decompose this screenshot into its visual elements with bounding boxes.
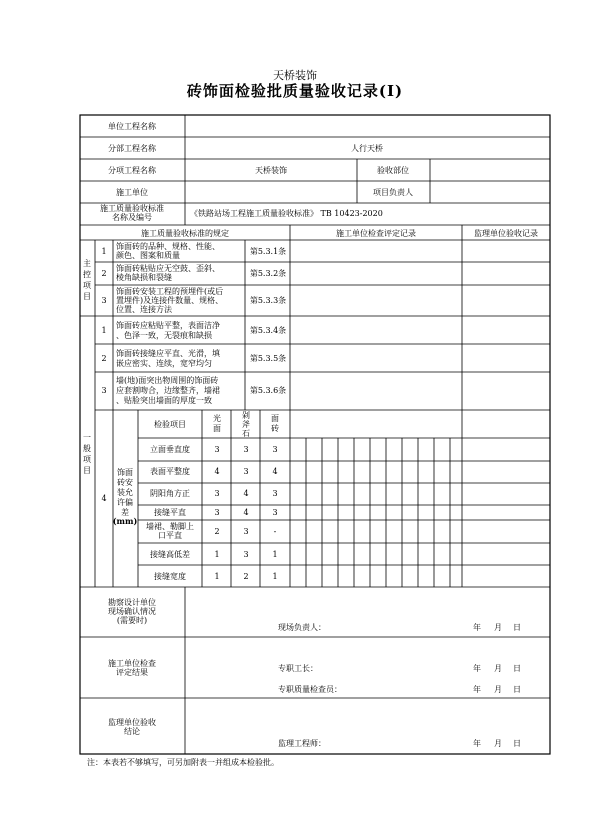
- standard-label-2: 名称及编号: [112, 213, 152, 222]
- construction-result-label-2: 评定结果: [116, 668, 148, 677]
- row-6-name: 接缝高低差: [150, 550, 190, 559]
- col-head-2a: 剁: [242, 411, 250, 420]
- main-item-1-clause: 第5.3.1条: [249, 247, 287, 256]
- general-item-3-clause: 第5.3.6条: [249, 386, 287, 395]
- main-items-label: 主控项目: [83, 259, 91, 301]
- date-month-4: 月: [494, 739, 502, 748]
- unit-project-label: 单位工程名称: [108, 122, 156, 131]
- general-item-1-clause: 第5.3.4条: [249, 326, 287, 335]
- standard-value: 《铁路站场工程施工质量验收标准》 TB 10423-2020: [190, 209, 383, 218]
- main-item-1-no: 1: [101, 247, 107, 256]
- row-5-name2: 口平直: [158, 531, 182, 540]
- col-head-2b: 斧: [242, 420, 250, 429]
- date-year-3: 年: [473, 685, 481, 694]
- main-item-3-no: 3: [101, 296, 107, 305]
- general-item-2-no: 2: [101, 354, 107, 363]
- qc-label: 专职质量检查员：: [278, 685, 342, 694]
- item4-label-2: 砖安: [117, 478, 133, 487]
- row-3-v1: 3: [214, 489, 220, 498]
- row-7-v1: 1: [214, 572, 220, 581]
- item4-label-4: 许偏: [117, 498, 133, 507]
- general-item-3-text: 墙(地)面突出物周围的饰面砖: [116, 376, 219, 385]
- general-item-2-clause: 第5.3.5条: [249, 354, 287, 363]
- main-item-1-text: 饰面砖的品种、规格、性能、: [116, 242, 220, 251]
- item4-label-5: 差: [121, 508, 129, 517]
- footnote: 注：本表若不够填写，可另加附表一并组成本检验批。: [87, 758, 279, 767]
- row-1-v1: 3: [214, 445, 220, 454]
- location-label: 验收部位: [377, 166, 409, 175]
- general-item-1-text2: 、色泽一致，无裂痕和缺损: [116, 331, 212, 340]
- row-3-v2: 4: [243, 489, 249, 498]
- general-item-4-no: 4: [101, 494, 107, 503]
- date-year-2: 年: [473, 664, 481, 673]
- page-title: 砖饰面检验批质量验收记录(Ⅰ): [186, 82, 404, 100]
- general-item-1-no: 1: [101, 326, 107, 335]
- item4-label-1: 饰面: [117, 468, 133, 477]
- supervision-label-2: 结论: [124, 727, 140, 736]
- construction-check-header: 施工单位检查评定记录: [336, 229, 416, 238]
- item-project-label: 分项工程名称: [108, 166, 156, 175]
- col-head-3a: 面: [271, 414, 279, 423]
- row-7-v2: 2: [243, 572, 249, 581]
- col-head-1b: 面: [213, 424, 221, 433]
- date-month-1: 月: [494, 623, 502, 632]
- site-leader-label: 现场负责人：: [278, 623, 326, 632]
- design-label-3: (需要时): [116, 616, 148, 625]
- general-item-3-no: 3: [101, 386, 107, 395]
- row-7-v3: 1: [272, 572, 278, 581]
- row-2-name: 表面平整度: [150, 467, 190, 476]
- supervision-check-header: 监理单位验收记录: [474, 229, 538, 238]
- date-year-1: 年: [473, 623, 481, 632]
- main-item-3-text2: 置埋件)及连接件数量、规格、: [116, 296, 224, 305]
- row-5-v2: 3: [243, 527, 249, 536]
- date-month-2: 月: [494, 664, 502, 673]
- construction-unit-label: 施工单位: [116, 188, 148, 197]
- row-5-v3: -: [273, 527, 277, 536]
- main-item-3-text3: 位置、连接方法: [116, 305, 172, 314]
- item4-label-6: (mm): [112, 516, 138, 526]
- row-1-v2: 3: [243, 445, 249, 454]
- item4-label-3: 装允: [117, 488, 133, 497]
- general-item-3-text2: 应套割吻合，边缘整齐，墙裙: [116, 386, 220, 395]
- col-head-2c: 石: [242, 429, 250, 438]
- item-project-value: 天桥装饰: [255, 166, 287, 175]
- general-items-label: 一般项目: [83, 433, 91, 475]
- row-6-v3: 1: [272, 550, 278, 559]
- design-label-1: 勘察设计单位: [108, 598, 156, 607]
- sub-project-value: 人行天桥: [351, 144, 383, 153]
- general-item-2-text2: 嵌应密实、连续，宽窄均匀: [116, 359, 212, 368]
- main-item-2-no: 2: [101, 269, 107, 278]
- main-item-1-text2: 颜色、图案和质量: [116, 251, 180, 260]
- construction-result-label-1: 施工单位检查: [108, 659, 156, 668]
- col-head-1a: 光: [213, 414, 221, 423]
- row-2-v3: 4: [272, 467, 278, 476]
- row-4-v3: 3: [272, 508, 278, 517]
- row-5-name: 墙裙、勒脚上: [146, 522, 194, 531]
- check-item-header: 检验项目: [154, 420, 186, 429]
- design-label-2: 现场确认情况: [108, 607, 156, 616]
- date-year-4: 年: [473, 739, 481, 748]
- supervision-label-1: 监理单位验收: [108, 718, 156, 727]
- row-1-v3: 3: [272, 445, 278, 454]
- date-month-3: 月: [494, 685, 502, 694]
- page-subtitle: 天桥装饰: [273, 69, 317, 82]
- foreman-label: 专职工长：: [278, 664, 318, 673]
- main-item-3-text: 饰面砖安装工程的预埋件(或后: [116, 287, 224, 296]
- row-3-name: 阴阳角方正: [150, 489, 190, 498]
- date-day-4: 日: [513, 739, 521, 748]
- row-7-name: 接缝宽度: [154, 572, 186, 581]
- date-day-3: 日: [513, 685, 521, 694]
- main-item-2-clause: 第5.3.2条: [249, 269, 287, 278]
- project-manager-label: 项目负责人: [373, 188, 413, 197]
- general-item-2-text: 饰面砖接缝应平直、光滑，填: [116, 349, 220, 358]
- row-6-v1: 1: [214, 550, 220, 559]
- general-item-1-text: 饰面砖应粘贴平整，表面洁净: [116, 321, 220, 330]
- engineer-label: 监理工程师：: [278, 739, 326, 748]
- row-1-name: 立面垂直度: [150, 445, 190, 454]
- row-2-v2: 3: [243, 467, 249, 476]
- col-head-3b: 砖: [271, 424, 279, 433]
- row-6-v2: 3: [243, 550, 249, 559]
- row-4-name: 接缝平直: [154, 508, 186, 517]
- row-4-v2: 4: [243, 508, 249, 517]
- row-2-v1: 4: [214, 467, 220, 476]
- main-item-2-text2: 棱角缺损和裂缝: [116, 273, 172, 282]
- row-3-v3: 3: [272, 489, 278, 498]
- sub-project-label: 分部工程名称: [108, 144, 156, 153]
- standard-label-1: 施工质量验收标准: [100, 204, 164, 213]
- general-item-3-text3: 、贴脸突出墙面的厚度一致: [116, 396, 212, 405]
- row-5-v1: 2: [214, 527, 220, 536]
- main-item-3-clause: 第5.3.3条: [249, 296, 287, 305]
- spec-header: 施工质量验收标准的规定: [141, 229, 229, 238]
- row-4-v1: 3: [214, 508, 220, 517]
- date-day-2: 日: [513, 664, 521, 673]
- date-day-1: 日: [513, 623, 521, 632]
- main-item-2-text: 饰面砖粘贴应无空鼓、歪斜、: [116, 264, 220, 273]
